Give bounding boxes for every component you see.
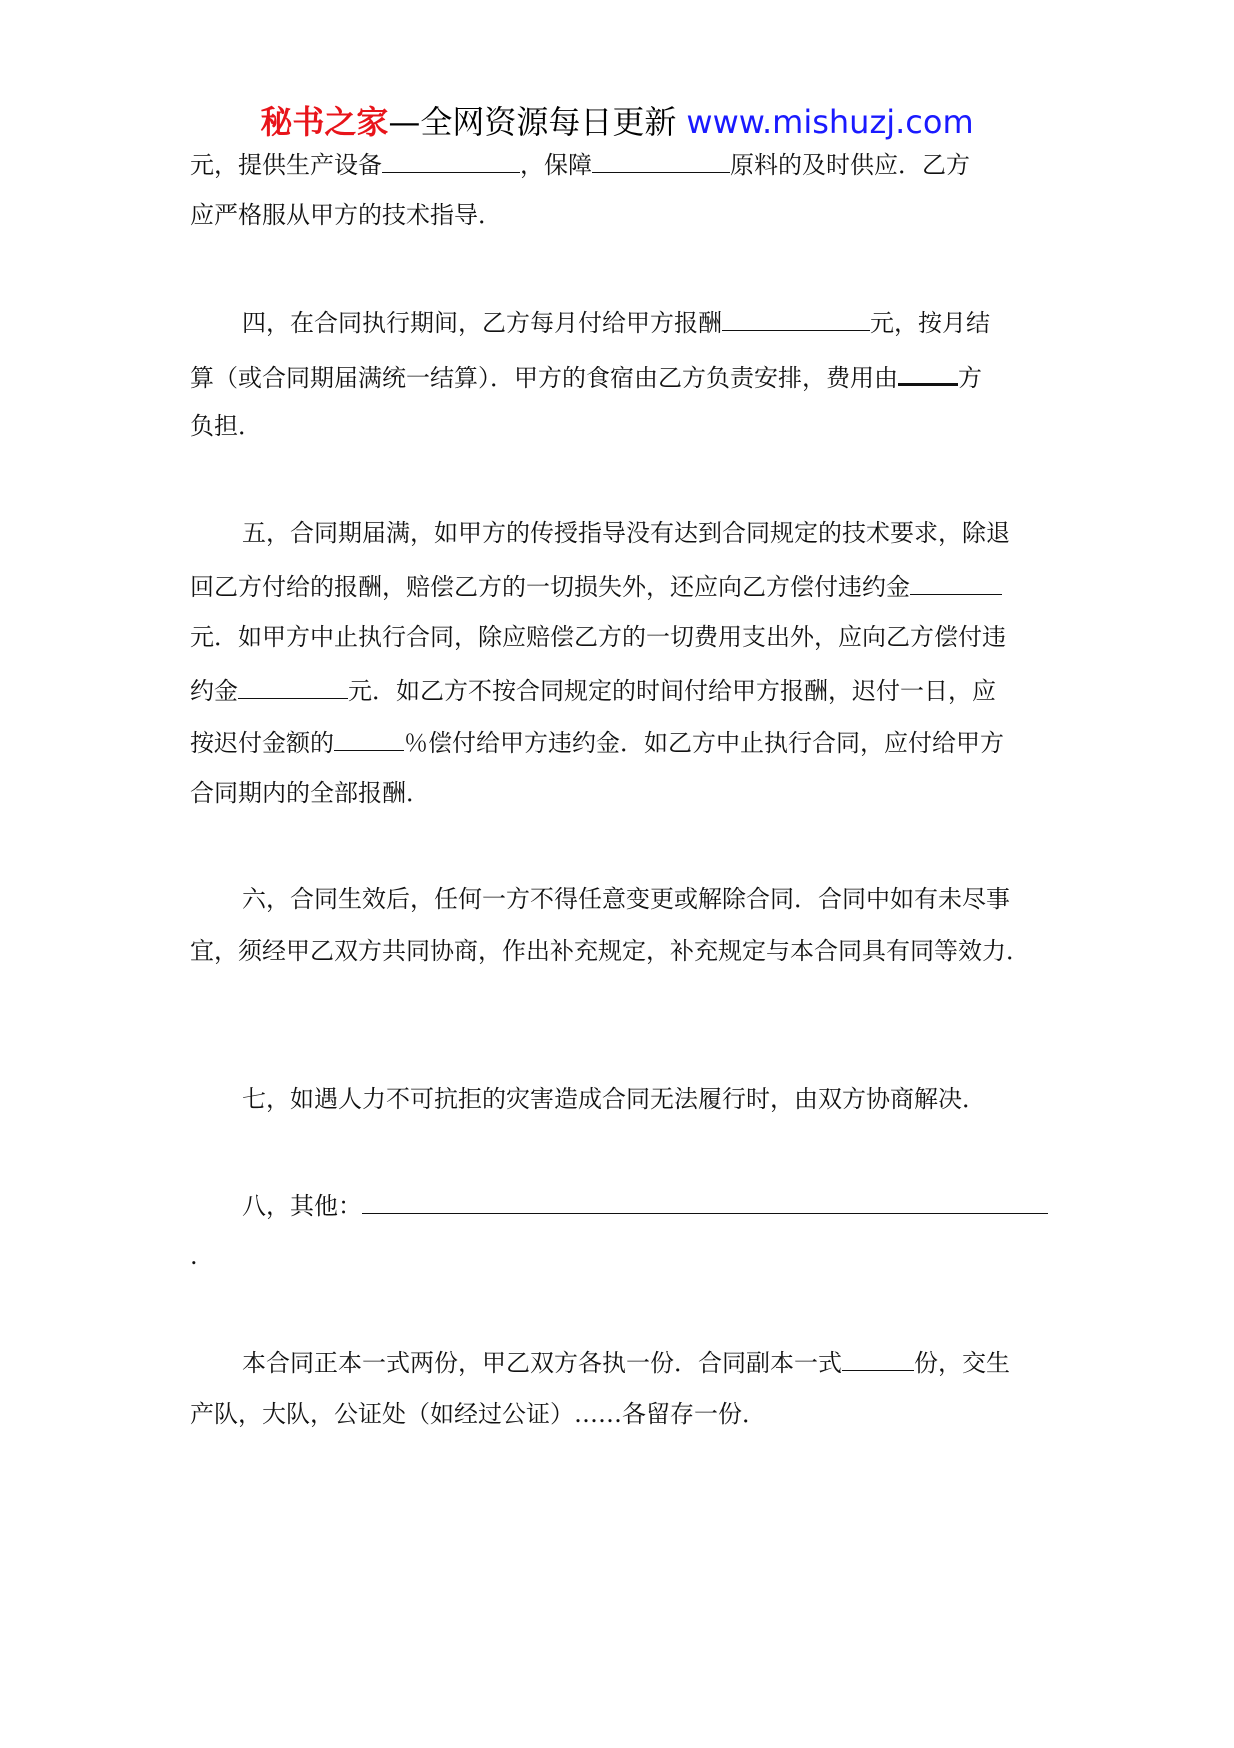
clause-6-line-1: 六，合同生效后，任何一方不得任意变更或解除合同．合同中如有未尽事 xyxy=(242,885,1010,913)
text-fragment: 方 xyxy=(958,364,982,392)
blank-equipment xyxy=(382,146,520,173)
text-fragment: 份，交生 xyxy=(914,1349,1010,1377)
text-fragment: 算（或合同期届满统一结算）．甲方的食宿由乙方负责安排，费用由 xyxy=(190,364,898,392)
clause-4-line-1 xyxy=(242,304,1092,338)
text-fragment: 本合同正本一式两份，甲乙双方各执一份．合同副本一式 xyxy=(242,1349,842,1377)
text-fragment: 元，提供生产设备 xyxy=(190,151,382,179)
text-fragment: 元．如乙方不按合同规定的时间付给甲方报酬，迟付一日，应 xyxy=(348,677,996,705)
clause-5-line-1: 五，合同期届满，如甲方的传授指导没有达到合同规定的技术要求，除退 xyxy=(242,519,1010,547)
blank-copies xyxy=(842,1344,914,1371)
site-header xyxy=(0,100,1234,144)
blank-materials xyxy=(592,146,730,173)
header-dash: — xyxy=(388,103,421,141)
blank-late-percent xyxy=(334,724,404,751)
clause-7-line-1: 七，如遇人力不可抗拒的灾害造成合同无法履行时，由双方协商解决． xyxy=(242,1085,986,1113)
clause-3-line-1 xyxy=(190,146,1040,180)
clause-5-line-4 xyxy=(190,672,1040,706)
blank-other-terms xyxy=(362,1187,1048,1214)
clause-5-line-6: 合同期内的全部报酬． xyxy=(190,779,430,807)
closing-line-1 xyxy=(242,1344,1092,1378)
clause-8-line-2: . xyxy=(190,1242,198,1270)
clause-6-line-2: 宜，须经甲乙双方共同协商，作出补充规定，补充规定与本合同具有同等效力． xyxy=(190,937,1030,965)
site-brand: 秘书之家 xyxy=(260,103,389,141)
blank-monthly-fee xyxy=(722,304,870,331)
clause-5-line-2 xyxy=(190,568,1040,602)
text-fragment: ，保障 xyxy=(520,151,592,179)
blank-penalty-1 xyxy=(910,568,1002,595)
clause-5-line-3: 元．如甲方中止执行合同，除应赔偿乙方的一切费用支出外，应向乙方偿付违 xyxy=(190,623,1006,651)
text-fragment: 元，按月结 xyxy=(870,309,990,337)
text-fragment: 四，在合同执行期间，乙方每月付给甲方报酬 xyxy=(242,309,722,337)
site-slogan: 全网资源每日更新 xyxy=(420,103,677,141)
clause-3-line-2: 应严格服从甲方的技术指导． xyxy=(190,201,502,229)
text-fragment: 约金 xyxy=(190,677,238,705)
clause-4-line-3: 负担． xyxy=(190,412,262,440)
blank-penalty-2 xyxy=(238,672,348,699)
site-url: www.mishuzj.com xyxy=(686,103,974,141)
blank-cost-party xyxy=(898,357,958,386)
clause-8-line-1 xyxy=(242,1187,1092,1221)
text-fragment: 回乙方付给的报酬，赔偿乙方的一切损失外，还应向乙方偿付违约金 xyxy=(190,573,910,601)
closing-line-2: 产队，大队，公证处（如经过公证）……各留存一份． xyxy=(190,1400,766,1428)
text-fragment: 原料的及时供应．乙方 xyxy=(730,151,970,179)
clause-4-line-2 xyxy=(190,357,1040,391)
text-fragment: 按迟付金额的 xyxy=(190,729,334,757)
clause-5-line-5 xyxy=(190,724,1040,758)
text-fragment: ％偿付给甲方违约金．如乙方中止执行合同，应付给甲方 xyxy=(404,729,1004,757)
text-fragment: 八，其他： xyxy=(242,1192,362,1220)
